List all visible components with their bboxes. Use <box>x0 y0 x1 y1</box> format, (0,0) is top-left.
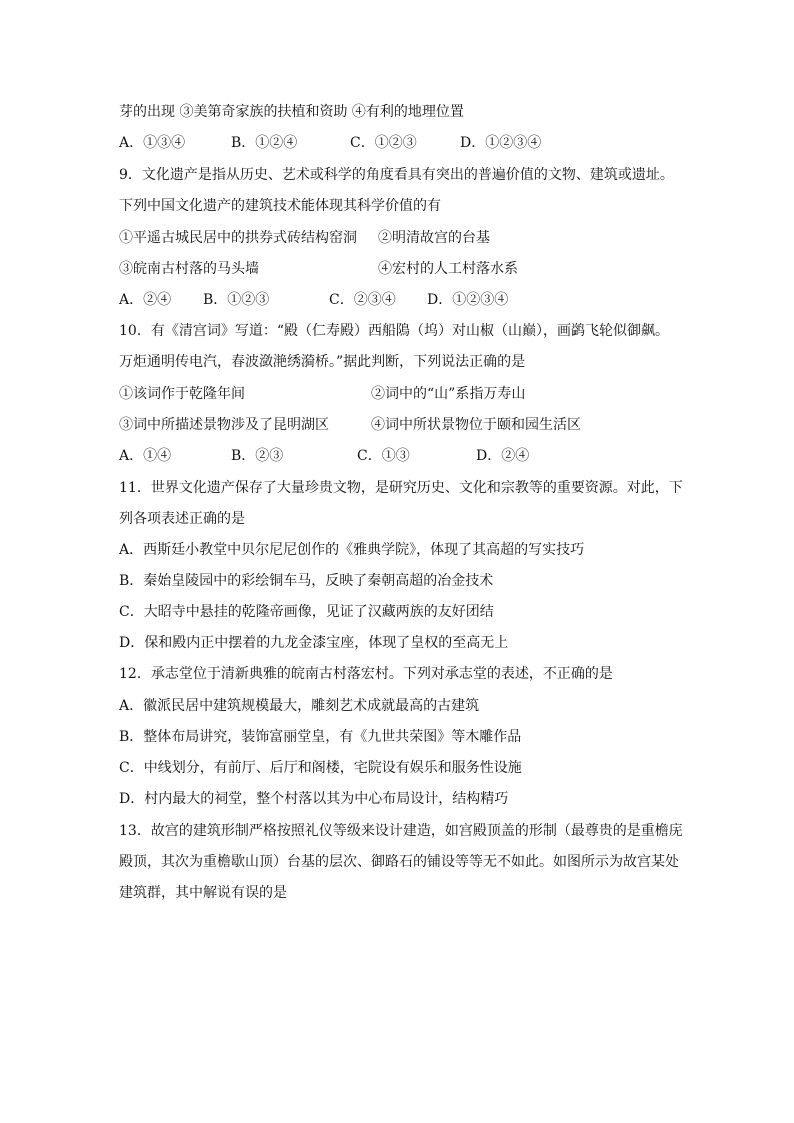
q9-option-c: C．②③④ <box>329 292 396 308</box>
q10-stem-line-1: 10．有《清宫词》写道：“殿（仁寿殿）西船隝（坞）对山椒（山巅），画鹢飞轮似御飙。 <box>119 323 669 339</box>
q8-option-a: A．①③④ <box>119 135 186 151</box>
q8-continuation: 芽的出现 ③美第奇家族的扶植和资助 ④有利的地理位置 <box>119 104 464 120</box>
q10-option-b: B．②③ <box>231 448 284 464</box>
q9-stem-line-1: 9．文化遗产是指从历史、艺术或科学的角度看具有突出的普遍价值的文物、建筑或遗址。 <box>119 167 674 183</box>
q10-item-4: ④词中所状景物位于颐和园生活区 <box>371 417 581 433</box>
q10-item-1: ①该词作于乾隆年间 <box>119 386 245 402</box>
q8-option-c: C．①②③ <box>350 135 417 151</box>
q8-option-d: D．①②③④ <box>460 135 542 151</box>
q9-item-2: ②明清故宫的台基 <box>378 230 490 246</box>
q12-option-d: D．村内最大的祠堂，整个村落以其为中心布局设计，结构精巧 <box>119 791 509 807</box>
q11-option-b: B．秦始皇陵园中的彩绘铜车马，反映了秦朝高超的冶金技术 <box>119 573 494 589</box>
q9-stem-line-2: 下列中国文化遗产的建筑技术能体现其科学价值的有 <box>119 198 441 214</box>
q11-option-a: A．西斯廷小教堂中贝尔尼尼创作的《雅典学院》，体现了其高超的写实技巧 <box>119 542 585 558</box>
q12-option-b: B．整体布局讲究，装饰富丽堂皇，有《九世共荣图》等木雕作品 <box>119 729 522 745</box>
q12-option-a: A．徽派民居中建筑规模最大，雕刻艺术成就最高的古建筑 <box>119 698 480 714</box>
q12-stem-line-1: 12．承志堂位于清新典雅的皖南古村落宏村。下列对承志堂的表述，不正确的是 <box>119 666 613 682</box>
q13-stem-line-3: 建筑群，其中解说有误的是 <box>119 885 287 901</box>
q11-option-d: D．保和殿内正中摆着的九龙金漆宝座，体现了皇权的至高无上 <box>119 635 509 651</box>
q11-stem-line-1: 11．世界文化遗产保存了大量珍贵文物，是研究历史、文化和宗教等的重要资源。对此，下 <box>119 480 683 496</box>
q12-option-c: C．中线划分，有前厅、后厅和阁楼，宅院设有娱乐和服务性设施 <box>119 760 522 776</box>
q10-option-c: C．①③ <box>357 448 410 464</box>
q9-option-a: A．②④ <box>119 292 172 308</box>
q9-option-b: B．①②③ <box>203 292 270 308</box>
q9-option-d: D．①②③④ <box>427 292 509 308</box>
q13-stem-line-1: 13．故宫的建筑形制严格按照礼仪等级来设计建造，如宫殿顶盖的形制（最尊贵的是重檐庑 <box>119 823 683 839</box>
q10-option-a: A．①④ <box>119 448 172 464</box>
q10-item-3: ③词中所描述景物涉及了昆明湖区 <box>119 417 329 433</box>
q10-stem-line-2: 万炬通明传电汽，春波潋滟绣漪桥。”据此判断，下列说法正确的是 <box>119 354 526 370</box>
q9-item-1: ①平遥古城民居中的拱券式砖结构窑洞 <box>119 230 357 246</box>
q11-stem-line-2: 列各项表述正确的是 <box>119 511 245 527</box>
q11-option-c: C．大昭寺中悬挂的乾隆帝画像，见证了汉藏两族的友好团结 <box>119 604 494 620</box>
q10-option-d: D．②④ <box>476 448 530 464</box>
q10-item-2: ②词中的“山”系指万寿山 <box>371 386 526 402</box>
q8-option-b: B．①②④ <box>231 135 298 151</box>
q13-stem-line-2: 殿顶，其次为重檐歇山顶）台基的层次、御路石的铺设等等无不如此。如图所示为故宫某处 <box>119 854 679 870</box>
q9-item-4: ④宏村的人工村落水系 <box>378 261 518 277</box>
q9-item-3: ③皖南古村落的马头墙 <box>119 261 259 277</box>
